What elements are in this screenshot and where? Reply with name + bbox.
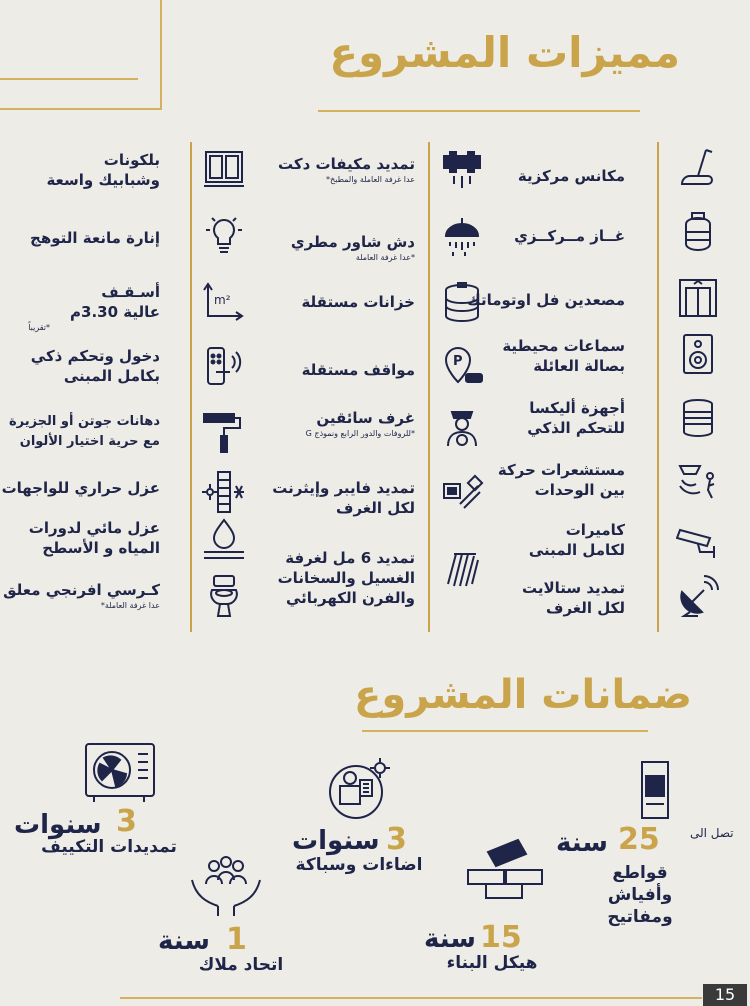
feature-label: بلكونات وشبابيك واسعة — [46, 151, 160, 189]
shower-icon — [440, 216, 484, 260]
thermal-insulation-icon — [202, 470, 246, 514]
feature-label: إنارة مانعة التوهج — [30, 229, 160, 247]
feature-label: تمديد 6 مل لغرفة الغسيل والسخانات والفرن الكهربائي — [277, 549, 415, 607]
water-tank-icon — [440, 280, 484, 324]
page-number: 15 — [703, 984, 747, 1006]
svg-text:P: P — [453, 354, 463, 369]
title-underline — [318, 110, 640, 112]
feature-label: دش شاور مطري *عدا غرفة العاملة — [290, 233, 415, 262]
column-divider — [428, 142, 430, 632]
feature-label: دخول وتحكم ذكي بكامل المبنى — [30, 347, 160, 385]
feature-label: تمديد مكيفات دكت عدا غرفة العاملة والمطبخ* — [277, 155, 415, 184]
footer-line — [120, 997, 702, 999]
guarantee-label: اضاءات وسباكة — [295, 855, 423, 875]
column-divider — [190, 142, 192, 632]
feature-label: عزل مائي لدورات المياه و الأسطح — [28, 519, 160, 557]
guarantee-number: 3 — [116, 804, 137, 839]
paint-roller-icon — [202, 410, 246, 454]
smart-lock-icon — [202, 344, 246, 388]
feature-label: تمديد ستالايت لكل الغرف — [521, 579, 625, 617]
feature-label: مستشعرات حركة بين الوحدات — [497, 461, 625, 499]
guarantee-unit: سنة — [158, 926, 210, 956]
guarantee-prefix: تصل الى — [690, 826, 734, 840]
motion-sensor-icon — [676, 458, 720, 502]
parking-icon — [440, 346, 484, 390]
cables-icon — [440, 544, 484, 588]
switch-icon — [640, 760, 670, 820]
feature-label: عزل حراري للواجهات — [1, 479, 160, 497]
feature-label: دهانات جوتن أو الجزيرة مع حرية اختيار الألوان — [8, 414, 160, 449]
guarantee-label: هيكل البناء — [446, 953, 538, 973]
satellite-dish-icon — [676, 574, 720, 618]
guarantee-label: اتحاد ملاك — [198, 955, 284, 975]
guarantees-underline — [362, 730, 648, 732]
feature-label: كاميرات لكامل المبنى — [528, 521, 625, 559]
feature-label: خزانات مستقلة — [301, 293, 415, 311]
guarantee-unit: سنوات — [14, 810, 102, 840]
speaker-icon — [676, 332, 720, 376]
camera-icon — [676, 518, 720, 562]
page-title: مميزات المشروع — [329, 28, 680, 77]
feature-label: أجهزة أليكسا للتحكم الذكي — [527, 399, 625, 437]
guarantee-label: قواطع وأفياش ومفاتيح — [607, 863, 673, 927]
guarantee-number: 3 — [386, 822, 407, 857]
area-icon — [202, 280, 246, 324]
guarantee-number: 15 — [480, 920, 522, 955]
svg-text:m²: m² — [214, 293, 231, 307]
network-icon — [440, 474, 484, 518]
community-icon — [190, 856, 262, 920]
toilet-icon — [202, 574, 246, 618]
technician-icon — [328, 756, 392, 820]
window-icon — [202, 148, 246, 192]
guarantee-number: 25 — [618, 822, 660, 857]
header-frame-line — [0, 78, 138, 80]
feature-label: كـرسي افرنجي معلق عدا غرفة العاملة* — [3, 581, 160, 610]
feature-label: مواقف مستقلة — [301, 361, 415, 379]
feature-label: مكانس مركزية — [517, 167, 625, 185]
feature-label: سماعات محيطية بصالة العائلة — [502, 337, 625, 375]
header-frame — [0, 0, 162, 110]
guarantee-unit: سنة — [424, 924, 476, 954]
feature-label: مصعدين فل اوتوماتك — [466, 291, 625, 309]
feature-label: تمديد فايبر وإيثرنت لكل الغرف — [272, 479, 415, 517]
bricks-icon — [466, 836, 546, 900]
feature-label: غــاز مــركــزي — [514, 227, 625, 245]
smart-speaker-icon — [676, 396, 720, 440]
guarantee-label: تمديدات التكييف — [41, 837, 177, 857]
guarantee-unit: سنوات — [292, 826, 380, 856]
vacuum-icon — [676, 146, 720, 190]
feature-label: أسـقـف عالية 3.30م — [70, 283, 160, 321]
guarantee-number: 1 — [226, 922, 247, 957]
driver-icon — [440, 404, 484, 448]
column-divider — [657, 142, 659, 632]
ac-unit-icon — [84, 742, 156, 804]
ceiling-note: *تقريباً — [28, 323, 50, 332]
guarantee-unit: سنة — [556, 828, 608, 858]
gas-cylinder-icon — [676, 210, 720, 254]
guarantees-title: ضمانات المشروع — [354, 672, 692, 718]
feature-label: غرف سائقين *للروفات والدور الرابع ونموذج G — [305, 409, 415, 438]
elevator-icon — [676, 276, 720, 320]
water-drop-icon — [202, 518, 246, 562]
bulb-icon — [202, 214, 246, 258]
pipes-icon — [440, 150, 484, 194]
